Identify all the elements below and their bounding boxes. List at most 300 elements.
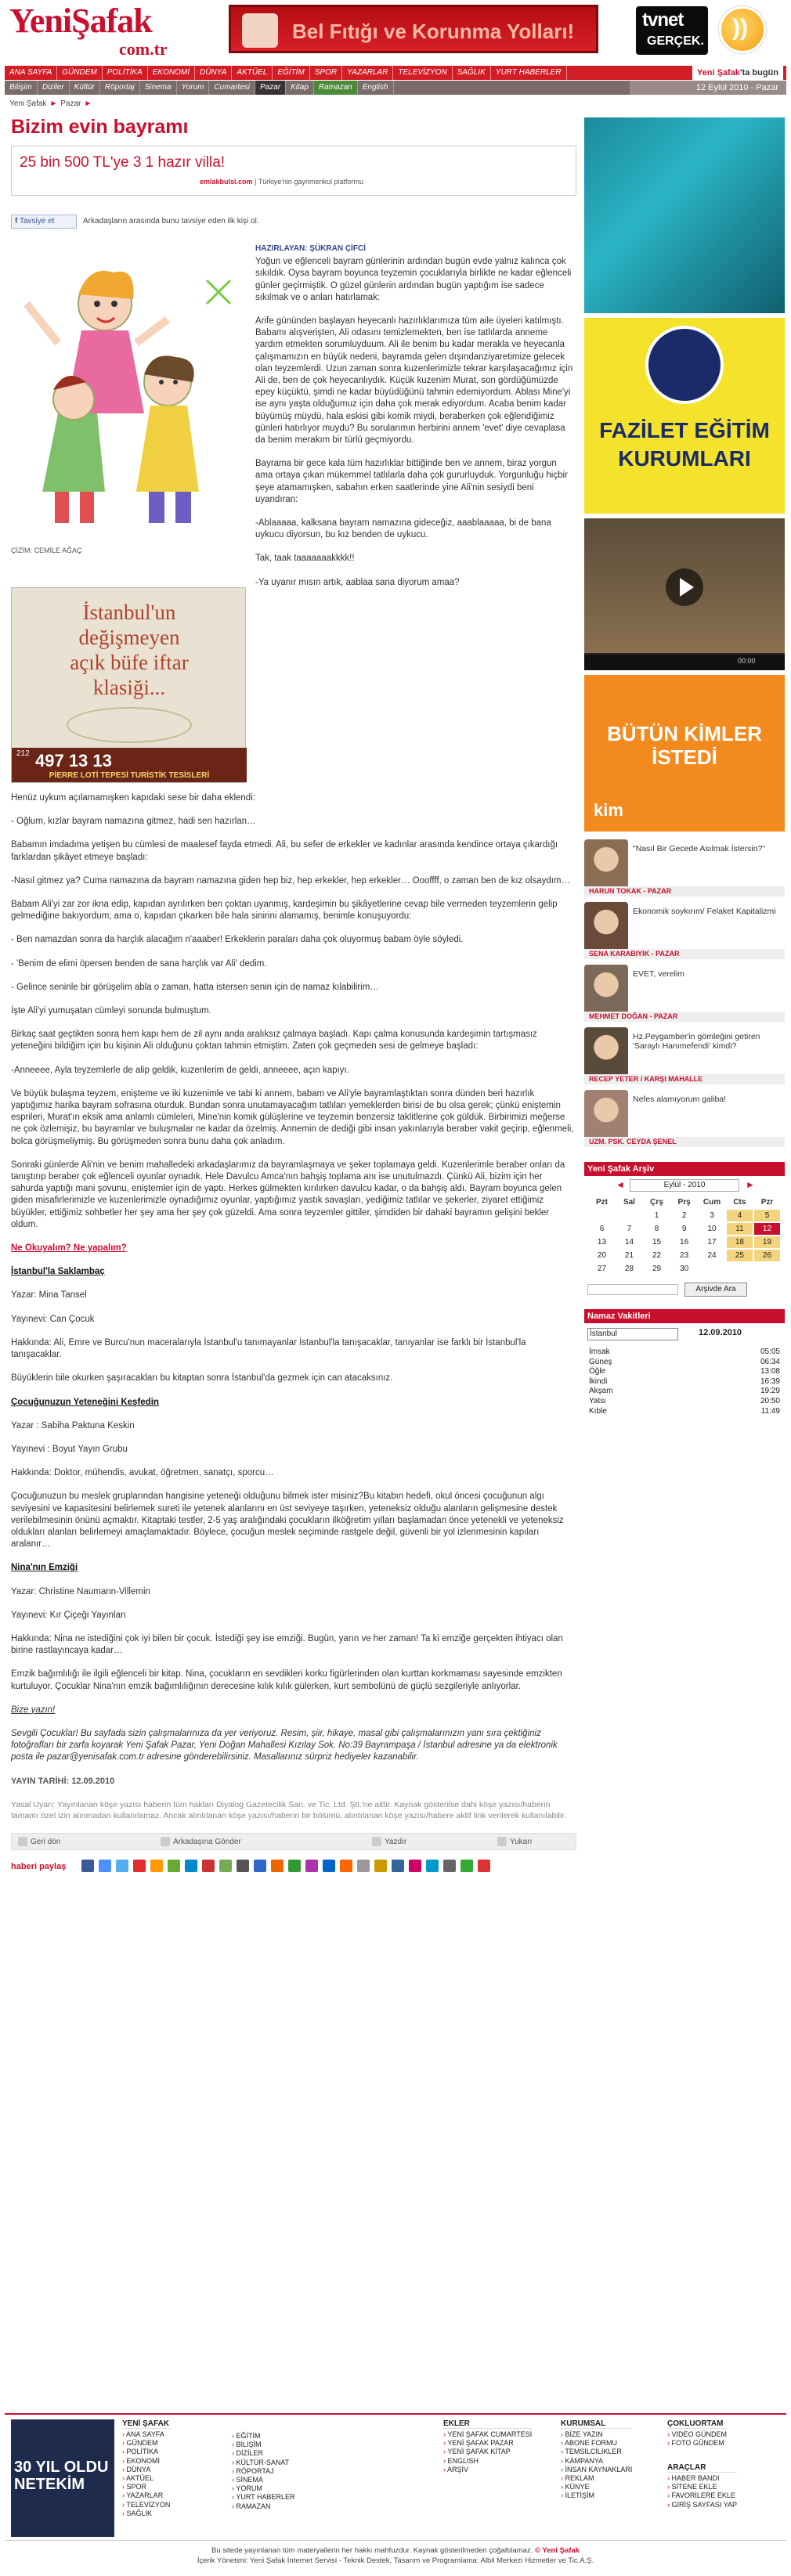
ist-ad-contact	[12, 748, 247, 782]
subnav-item[interactable]: Bilişim	[5, 81, 38, 95]
main-nav	[5, 66, 786, 80]
play-icon[interactable]	[666, 568, 703, 606]
prayer-name: Yatsı	[589, 1396, 607, 1405]
calendar-day[interactable]: 17	[707, 1238, 717, 1247]
calendar-day[interactable]: 30	[680, 1265, 689, 1273]
footer-col-media	[667, 2419, 727, 2448]
calendar-day[interactable]: 23	[680, 1251, 689, 1260]
article-paragraph: -Ya uyanır mısın artık, aablaa sana diyorum amaa?	[255, 577, 460, 587]
prayer-row	[589, 1348, 780, 1357]
social-share-bar	[11, 1855, 576, 1878]
calendar-day[interactable]: 25	[727, 1250, 753, 1261]
prayer-time: 19:29	[760, 1387, 780, 1396]
calendar-day[interactable]: 22	[652, 1251, 662, 1260]
calendar-day	[727, 1263, 753, 1275]
footer-newspaper-thumb[interactable]	[11, 2419, 114, 2537]
footer-link[interactable]: › ABONE FORMU	[561, 2439, 632, 2448]
book-author: Yazar : Sabiha Paktuna Keskin	[11, 1420, 135, 1431]
footer-link[interactable]: › REKLAM	[561, 2474, 632, 2483]
article-paragraph: İşte Ali'yi yumuşatan cümleyi sonunda bulmuştum.	[11, 1006, 211, 1016]
social-icon[interactable]	[254, 1860, 266, 1872]
today-brand: Yeni Şafak	[696, 68, 740, 78]
footer-link[interactable]: › FAVORİLERE EKLE	[667, 2491, 737, 2500]
tvnet-slogan: GERÇEK.	[647, 34, 704, 48]
article-paragraph: Sonraki günlerde Ali'nin ve benim mahalledeki arkadaşlarımız da bayramlaşmaya ve şeker toplamaya geldi. Kuzenlerimle beraber onları da tanıştırıp beraber çok eğlenceli oyunlar oynadık. Hele Davulcu Amca'nın bahşiş toplama anı ise unutulmazdı. Çünkü Ali, bizim için her sahurda yaptığı mani şovunu, eniştemler için de yaptı. Herkes gülmekten kırılırken davulcu kadar, o da bahşiş aldı. Bayram boyunca gelen giden misafirlerimizle ve kuzenlerimizle oynadığımız oyunlar, yaptığımız yastık savaşları, yediğimiz tatlılar ve şekerler, ziyaret ettiğimiz büyükler, ettiğimiz sohbetler her şey ama her şey çok güzeldi. Ama sonra teyzemler gittiler, şimdiden bir dahaki bayramın gelişini bekler oldum.	[11, 1160, 565, 1229]
top-banner-ad[interactable]	[229, 5, 598, 53]
footer-link[interactable]: › AKTÜEL	[122, 2474, 170, 2483]
footer-link[interactable]: › EKONOMİ	[122, 2457, 170, 2466]
social-icon[interactable]	[202, 1860, 215, 1872]
footer-col-sections	[232, 2432, 295, 2511]
ist-ad-line3: açık büfe iftar	[70, 651, 189, 674]
nav-item[interactable]: YURT HABERLER	[491, 66, 567, 80]
article-paragraph: Ve büyük bulaşma teyzem, enişteme ve iki kuzenimle ve tabi ki annem, babam ve Ali'yle bayramlaştıktan sonra dünden beri hazırlık yaptığımız harika bayram sofrasına oturduk. Bundan sonra unutamayacağım tatlıları yemeklerden birisi de bu olsa gerek; çünkü eniştemin esprileri, Murat'ın eksik ama anlamlı cümleleri, Mine'nin komik gülüşlerine ve teyzemin benzersiz taklitlerine çok güldük. Birbirimizi meğerse ne çok özlemişiz, bu bayramlar ve buluşmalar ne kadar da özelmiş. Annemin de dediği gibi insan yakınlarıyla beraber vakit geçirip, eğlenmeli, bolca görüşmeliymiş. Bu görüşmeden sonra bunu daha çok anladım.	[11, 1088, 574, 1146]
current-date: 12 Eylül 2010 - Pazar	[630, 81, 786, 95]
article-toolbar	[11, 1833, 576, 1850]
calendar-day[interactable]: 3	[710, 1211, 714, 1220]
calendar-day[interactable]: 24	[707, 1251, 717, 1260]
calendar-day[interactable]: 13	[597, 1238, 607, 1247]
footer-thumb-headline: 30 YIL OLDU NETEKİM	[14, 2459, 109, 2493]
footer	[5, 2413, 786, 2538]
publish-date: YAYIN TARİHİ: 12.09.2010	[11, 1776, 115, 1786]
calendar-day[interactable]: 20	[597, 1251, 607, 1260]
prayer-times	[584, 1309, 785, 1419]
book-about: Hakkında: Nina ne istediğini çok iyi bilen bir çocuk. İstediği şey ise emziği. Bugün, yarın ve her zaman! Ta ki emziğe gerçekten ihtiyacı olan birine rastlayıncaya kadar…	[11, 1633, 563, 1656]
calendar-day[interactable]: 8	[654, 1225, 659, 1233]
calendar-day-header: Cum	[703, 1198, 721, 1207]
columnist-row[interactable]	[584, 1027, 785, 1084]
prayer-time: 16:39	[760, 1376, 780, 1386]
toolbar-print-button[interactable]	[372, 1836, 406, 1848]
calendar-day-header: Sal	[623, 1198, 635, 1207]
footer-link[interactable]: › RAMAZAN	[232, 2502, 295, 2511]
prayer-table	[587, 1347, 782, 1417]
nav-item[interactable]: DÜNYA	[195, 66, 232, 80]
article-paragraph: - Gelince seninle bir görüşelim abla o zaman, hatta istersen senin için de namaz kılabilirim…	[11, 982, 379, 992]
article-illustration	[11, 257, 243, 532]
up-icon	[497, 1837, 507, 1846]
social-icon[interactable]	[392, 1860, 404, 1872]
breadcrumb-home[interactable]: Yeni Şafak	[9, 99, 47, 108]
footer-col-ekler	[443, 2419, 532, 2474]
calendar-day[interactable]: 11	[727, 1223, 753, 1235]
prayer-row	[589, 1378, 780, 1387]
columnist-row[interactable]	[584, 839, 785, 896]
fazilet-ad[interactable]	[584, 318, 785, 514]
article-paragraph: -Ablaaaaa, kalksana bayram namazına gideceğiz, aaablaaaaa, bi de bana uykucu diyorsun, bu kız benden de uykucu.	[255, 518, 551, 540]
footer-col-yenisafak	[122, 2419, 170, 2518]
footer-col4-title: KURUMSAL	[561, 2419, 632, 2429]
archive-calendar	[584, 1162, 785, 1301]
social-icon[interactable]	[271, 1860, 284, 1872]
footer-link[interactable]: › DİZİLER	[232, 2449, 295, 2458]
footer-link[interactable]: › TELEVİZYON	[122, 2501, 170, 2509]
columnist-headline[interactable]: EVET, verelim	[633, 969, 684, 979]
rss-icon[interactable]: ))	[719, 6, 766, 53]
bize-yazin-text: Sevgili Çocuklar! Bu sayfada sizin çalışmalarınıza da yer veriyoruz. Resim, şiir, hikaye, masal gibi çalışmalarınızın yanı sıra çektiğiniz fotoğrafları bir zarfa koyarak Yeni Şafak Pazar, Yeni Doğan Mahallesi Kızılay Sok. No:39 Bayrampaşa / İstanbul adresine ya da elektronik posta ile pazar@yenisafak.com.tr adresine gönderebilirsiniz. Masallarınız sürpriz hediyeler kazanabilir.	[11, 1728, 558, 1762]
footer-link[interactable]: › ARŞİV	[443, 2466, 532, 2474]
villa-ad[interactable]	[11, 146, 576, 196]
city-select[interactable]: İstanbul	[587, 1328, 678, 1340]
prayer-time: 05:05	[760, 1348, 780, 1356]
footer-link[interactable]: › İNSAN KAYNAKLARI	[561, 2466, 632, 2474]
nav-item[interactable]: AKTÜEL	[232, 66, 273, 80]
columnist-avatar	[584, 902, 628, 952]
columnist-avatar	[584, 1090, 628, 1140]
footer-link[interactable]: › YORUM	[232, 2484, 295, 2493]
footer-link[interactable]: › SİNEMA	[232, 2476, 295, 2484]
footer-link[interactable]: › KÜNYE	[561, 2483, 632, 2491]
book-section-title: Nina'nın Emziği	[11, 1563, 78, 1573]
fazilet-ad-title1: FAZİLET EĞİTİM	[599, 418, 770, 442]
footer-link[interactable]: › GÜNDEM	[122, 2439, 170, 2448]
facebook-share-text: Arkadaşların arasında bunu tavsiye eden ilk kişi ol.	[83, 217, 259, 225]
calendar-day[interactable]: 9	[681, 1225, 687, 1233]
mail-icon	[161, 1837, 170, 1846]
calendar-day	[754, 1263, 780, 1275]
calendar-day[interactable]: 26	[754, 1250, 780, 1261]
footer-link[interactable]: › BİZE YAZIN	[561, 2430, 632, 2439]
social-icon[interactable]	[219, 1860, 232, 1872]
subnav-item[interactable]: Pazar	[255, 81, 286, 95]
footer-col3-title: EKLER	[443, 2419, 532, 2429]
toolbar-label: Yazdır	[385, 1837, 407, 1846]
calendar-day[interactable]: 6	[599, 1225, 605, 1233]
toolbar-send-button[interactable]	[161, 1836, 241, 1848]
footer-link[interactable]: › VİDEO GÜNDEM	[667, 2430, 727, 2439]
article-paragraph: -Nasıl gitmez ya? Cuma namazına da bayram namazına giden hep biz, hep erkekler, hep erkekler… Oooffff, o zaman ben de kız olsaydım…	[11, 875, 571, 886]
columnist-avatar	[584, 1027, 628, 1077]
archive-search-button[interactable]: Arşivde Ara	[684, 1283, 747, 1297]
footer-link[interactable]: › İLETİŞİM	[561, 2491, 632, 2500]
social-icon[interactable]	[168, 1860, 180, 1872]
subnav-item[interactable]: Kitap	[286, 81, 314, 95]
calendar-day[interactable]: 7	[627, 1225, 632, 1233]
video-player[interactable]	[584, 518, 785, 670]
columnist-headline[interactable]: "Nasıl Bir Gecede Asılmak İstersin?"	[633, 844, 766, 853]
today-link[interactable]	[692, 66, 783, 80]
dish-icon	[67, 707, 192, 743]
calendar-day[interactable]: 16	[680, 1238, 689, 1247]
calendar-day[interactable]: 1	[654, 1211, 659, 1220]
tvnet-name: tvnet	[642, 9, 684, 31]
book-extra: Çocuğunuzun bu meslek gruplarından hangisine yeteneği olduğunu bilmek ister misiniz?Bu kitabın hedefi, okul öncesi çocuğunun algı seviyesini ve kapasitesini belirlemek sureti ile yetenek alanlarını en üst seviyeye taşırken, yeteneksiz olduğu alanların gelişmesine destek verilebilmesinin önünü açmaktır. Kitaptaki testler, 2-5 yaş aralığındaki çocukların ilköğretim yılları başlamadan önce yetenekli ve yeteneksiz oldukları alanları belirlemeyi amaçlamaktadır. Böylece, çocuğun meslek seçiminde rastgele değil, güvenli bir yol izlenmesinin kapıları aralanır…	[11, 1492, 564, 1550]
footer-col1-title: YENİ ŞAFAK	[122, 2419, 170, 2428]
article-paragraph: Babam Ali'yi zar zor ikna edip, kapıdan ayrılırken ben çoktan uyanmış, kardeşimin bu şikâyetlerine cevap bile vermeden teyzemlerin gelip gelmediğine bakıyordum; ama o, kapıdan çıkarken bile hala sinirini alamamış, benimle konuşuyordu:	[11, 900, 558, 922]
banner-text: Bel Fıtığı ve Korunma Yolları!	[292, 20, 575, 43]
calendar-day[interactable]: 2	[681, 1211, 687, 1220]
logo-text: YeniŞafak	[9, 2, 152, 40]
logo-domain: com.tr	[119, 39, 168, 59]
columnist-row[interactable]	[584, 902, 785, 958]
toolbar-label: Yukarı	[510, 1837, 533, 1846]
footer-link[interactable]: › RÖPORTAJ	[232, 2467, 295, 2476]
illustration-caption: ÇİZİM: CEMİLE AĞAÇ	[11, 547, 82, 554]
footer-link[interactable]: › YENİ ŞAFAK CUMARTESİ	[443, 2430, 532, 2439]
ist-ad-sub: PİERRE LOTİ TEPESİ TURİSTİK TESİSLERİ	[49, 771, 210, 780]
article-body	[11, 792, 576, 1878]
calendar-grid	[587, 1195, 782, 1276]
columnist-row[interactable]	[584, 965, 785, 1021]
month-select[interactable]: Eylül - 2010	[630, 1179, 739, 1192]
footer-link[interactable]: › POLİTİKA	[122, 2448, 170, 2456]
sub-nav	[5, 81, 786, 95]
header	[5, 0, 786, 61]
columnist-headline[interactable]: Hz.Peygamber'in gömleğini getiren 'Saraylı Hanımefendi' kimdi?	[633, 1032, 760, 1051]
calendar-day[interactable]: 5	[754, 1210, 780, 1221]
toolbar-up-button[interactable]	[497, 1836, 532, 1848]
social-icon[interactable]	[478, 1860, 490, 1872]
prayer-name: Öğle	[589, 1367, 606, 1376]
article-paragraph: Arife gününden başlayan heyecanlı hazırlıklarımıza tüm aile üyeleri katılmıştı. Babamı alışverişten, Ali odasını temizlemekten, ben ise tatlılarda anneme yardım etmekten sorumluyduum. Ali ile benim bu kadar merakla ve heyecanla çalışmamızın en büyük nedeni, bayramda gelen dışındanziyaretimize gelecek olan teyzemlerdi. Uzun zaman sonra kuzenlerimizle tekrar karşılaşacağımız için Ali de, ben de çok heyecanlıydık. Küçük kuzenim Murat, son gördüğümüzde epey küçüktü, şimdi ne kadar büyüdüğünü tahmin edemiyordum. Ablası Mine'yi ise aynı yaşta olduğumuz için daha çok merak ediyordum. Acaba benim kadar büyümüş müydü, hala eskisi gibi komik miydi, beraberken çok eğlendiğimiz günleri hatırlıyor muydu? Bu sorularımın herbirini annem 'evet' diye cevaplasa da benim merakım bir türlü geçmiyordu.	[255, 316, 573, 446]
social-icon[interactable]	[237, 1860, 249, 1872]
book-publisher: Yayınevi: Can Çocuk	[11, 1314, 95, 1324]
book-author: Yazar: Mina Tansel	[11, 1290, 87, 1301]
breadcrumb: Yeni Şafak ► Pazar ►	[9, 99, 92, 108]
nav-item[interactable]: SAĞLIK	[453, 66, 491, 80]
prayer-row	[589, 1408, 780, 1416]
calendar-day-header: Pzt	[595, 1198, 608, 1207]
calendar-day[interactable]: 28	[624, 1265, 634, 1273]
subnav-item[interactable]: Diziler	[38, 81, 70, 95]
columnist-name: UZM. PSK. CEYDA ŞENEL	[584, 1137, 785, 1147]
social-icon[interactable]	[461, 1860, 473, 1872]
istanbul-iftar-ad[interactable]	[11, 587, 246, 783]
prayer-name: Kıble	[589, 1406, 607, 1416]
footer-link[interactable]: › BİLİŞİM	[232, 2441, 295, 2449]
book-publisher: Yayınevi : Boyut Yayın Grubu	[11, 1444, 128, 1454]
footer-link[interactable]: › GİRİŞ SAYFASI YAP	[667, 2501, 737, 2509]
toolbar-label: Geri dön	[31, 1837, 61, 1846]
toolbar-label: Arkadaşına Gönder	[173, 1837, 241, 1846]
ist-ad-line4: klasiği...	[92, 676, 166, 699]
calendar-day-header: Pzr	[760, 1198, 774, 1207]
book-about: Hakkında: Doktor, mühendis, avukat, öğretmen, sanatçı, sporcu…	[11, 1468, 274, 1478]
facebook-recommend-button[interactable]: f Tavsiye et	[11, 215, 77, 229]
calendar-day	[589, 1210, 615, 1221]
prayer-time: 13:08	[760, 1367, 780, 1376]
copyright-line1: Bu sitede yayınlanan tüm materyallerin her hakkı mahfuzdur. Kaynak gösterilmeden çoğaltılamaz. © Yeni Şafak	[211, 2546, 580, 2555]
book-extra: Büyüklerin bile okurken şaşıracakları bu kitaptan sonra İstanbul'da gezmek için can atacaksınız.	[11, 1373, 393, 1384]
columnist-name: SENA KARABIYIK - PAZAR	[584, 949, 785, 959]
article-paragraph: Babamın imdadıma yetişen bu cümlesi de maalesef fayda etmedi. Ali, bu sefer de erkekler ve kadınlar arasında kendince ortaya çıkardığı farklardan şikâyet etmeye başladı:	[11, 840, 558, 862]
footer-link[interactable]: › ENGLISH	[443, 2457, 532, 2466]
subnav-item[interactable]: Ramazan	[314, 81, 358, 95]
nav-item[interactable]: POLİTİKA	[103, 66, 148, 80]
prayer-name: İmsak	[589, 1348, 610, 1356]
nav-item[interactable]: ANA SAYFA	[5, 66, 57, 80]
calendar-day[interactable]: 29	[652, 1265, 662, 1273]
calendar-day	[699, 1263, 725, 1275]
nav-item[interactable]: GÜNDEM	[57, 66, 102, 80]
prayer-name: Güneş	[589, 1357, 612, 1366]
prayer-name: İkindi	[589, 1376, 608, 1386]
social-icon[interactable]	[409, 1860, 421, 1872]
footer-link[interactable]: › SİTENE EKLE	[667, 2483, 737, 2491]
columnist-headline[interactable]: Nefes alamıyorum galiba!	[633, 1095, 727, 1104]
prayer-row	[589, 1398, 780, 1406]
social-icon[interactable]	[305, 1860, 318, 1872]
social-icon[interactable]	[426, 1860, 439, 1872]
subnav-item[interactable]: Sinema	[140, 81, 177, 95]
kimler-ad-text: BÜTÜN KİMLER İSTEDİ	[607, 722, 762, 769]
prev-month-icon[interactable]: ◄	[616, 1179, 625, 1190]
footer-col-kurumsal	[561, 2419, 632, 2501]
article-byline: HAZIRLAYAN: ŞÜKRAN ÇİFCİ	[255, 244, 366, 253]
social-icon[interactable]	[443, 1860, 456, 1872]
today-suffix: 'ta bugün	[739, 68, 778, 78]
social-icon[interactable]	[323, 1860, 335, 1872]
ist-ad-line2: değişmeyen	[78, 626, 180, 649]
footer-col-tools	[667, 2463, 737, 2509]
subnav-item[interactable]: Yorum	[177, 81, 210, 95]
book-publisher: Yayınevi: Kır Çiçeği Yayınları	[11, 1610, 127, 1620]
toolbar-back-button[interactable]	[18, 1836, 60, 1848]
prayer-title: Namaz Vakitleri	[584, 1309, 785, 1323]
footer-link[interactable]: › ANA SAYFA	[122, 2430, 170, 2439]
social-icon[interactable]	[185, 1860, 197, 1872]
ne-okuyalim-link[interactable]: Ne Okuyalım? Ne yapalım?	[11, 1243, 127, 1254]
article-paragraph: Birkaç saat geçtikten sonra hem kapı hem de zil aynı anda aralıksız çalmaya başladı. Kapı çalma konusunda kardeşimin tartışmasız yeteneğini bildiğim için bu kişinin Ali olduğunu çoktan tahmin etmiştim. Zaten çok geçmeden sesi de gelmeye başladı:	[11, 1030, 537, 1052]
social-icon[interactable]	[340, 1860, 352, 1872]
social-icon[interactable]	[357, 1860, 370, 1872]
footer-link[interactable]: › KAMPANYA	[561, 2457, 632, 2466]
book-author: Yazar: Christine Naumann-Villemin	[11, 1586, 150, 1596]
spine-icon	[242, 13, 278, 48]
calendar-day-header: Prş	[677, 1198, 691, 1207]
footer-link[interactable]: › SAĞLIK	[122, 2509, 170, 2518]
columnist-name: RECEP YETER / KARŞI MAHALLE	[584, 1074, 785, 1084]
footer-link[interactable]: › SPOR	[122, 2483, 170, 2491]
columnist-name: MEHMET DOĞAN - PAZAR	[584, 1012, 785, 1022]
legal-notice: Yasal Uyarı: Yayınlanan köşe yazısı haberin tüm hakları Diyalog Gazetecilik San. ve Tic. Ltd. Şti.'ne aittir. Kaynak gösterilse dahi köşe yazısı/haberin tamamı özel izin alınmadan kullanılamaz. Ancak alıntılanan köşe yazısı/haberin bir bölümü, alıntılanan köşe yazısı/habere aktif link verilerek kullanılabilir.	[11, 1799, 567, 1820]
fazilet-ad-title2: KURUMLARI	[618, 446, 751, 471]
calendar-day[interactable]: 12	[754, 1223, 780, 1235]
prayer-time: 20:50	[760, 1396, 780, 1405]
bize-yazin-link[interactable]: Bize yazın!	[11, 1705, 56, 1715]
social-icon[interactable]	[99, 1860, 111, 1872]
social-icon[interactable]	[133, 1860, 146, 1872]
nav-item[interactable]: YAZARLAR	[342, 66, 393, 80]
footer-col6-title: ARAÇLAR	[667, 2463, 737, 2473]
footer-link[interactable]: › DÜNYA	[122, 2466, 170, 2474]
footer-link[interactable]: › FOTO GÜNDEM	[667, 2439, 727, 2448]
social-icon[interactable]	[116, 1860, 128, 1872]
book-section-title: Çocuğunuzun Yeteneğini Keşfedin	[11, 1397, 159, 1407]
fazilet-emblem-icon	[645, 326, 724, 404]
prayer-name: Akşam	[589, 1387, 613, 1396]
nav-item[interactable]: EKONOMİ	[148, 66, 195, 80]
columnist-avatar	[584, 839, 628, 889]
prayer-row	[589, 1368, 780, 1376]
article-paragraph: - Ben namazdan sonra da harçlık alacağım n'aaaber! Erkeklerin paraları daha çok oluyormuş babam öyle söyledi.	[11, 935, 464, 945]
kimler-ad-brand: kim	[594, 800, 623, 820]
columnist-headline[interactable]: Ekonomik soykırım/ Felaket Kapitalizmi	[633, 907, 776, 916]
footer-copyright	[5, 2540, 786, 2574]
next-month-icon[interactable]: ►	[746, 1179, 755, 1190]
columnist-row[interactable]	[584, 1090, 785, 1146]
article-paragraph: Henüz uykum açılamamışken kapıdaki sese bir daha eklendi:	[11, 793, 255, 803]
social-icon[interactable]	[81, 1860, 94, 1872]
subnav-item[interactable]: Röportaj	[100, 81, 140, 95]
subnav-item[interactable]: Cumartesi	[209, 81, 255, 95]
prayer-row	[589, 1387, 780, 1396]
print-icon	[372, 1837, 381, 1846]
footer-link[interactable]: › EĞİTİM	[232, 2432, 295, 2441]
prayer-time: 06:34	[760, 1357, 780, 1366]
breadcrumb-section[interactable]: Pazar	[60, 99, 81, 108]
nav-item[interactable]: SPOR	[310, 66, 342, 80]
ist-ad-phone: 497 13 13	[35, 751, 112, 770]
article-paragraph: Tak, taak taaaaaaakkkk!!	[255, 554, 355, 564]
villa-ad-sub: emlakbulsi.com | Türkiye'nin gayrimenkul platformu	[200, 178, 363, 186]
calendar-day[interactable]: 14	[624, 1238, 634, 1247]
article-paragraph: Bayrama bir gece kala tüm hazırlıklar bittiğinde ben ve annem, biraz yorgun ama ortaya çıkan mükemmel tatlılarla daha çok gururluyduk. Yorgunluğu hiçbir şeye atamamışken, sabahın erken saatlerinde yine Ali'nin sesiydi beni uyandıran:	[255, 459, 568, 504]
columnist-name: HARUN TOKAK - PAZAR	[584, 886, 785, 897]
video-time: 00:00	[738, 657, 756, 665]
article-paragraph: -Anneeee, Ayla teyzemlerle de alip geldik, kuzenlerim de geldi, anneeee, açın kapıyı.	[11, 1065, 349, 1075]
calendar-day[interactable]: 10	[707, 1225, 717, 1233]
archive-title: Yeni Şafak Arşiv	[584, 1162, 785, 1176]
subnav-item[interactable]: English	[358, 81, 394, 95]
footer-link[interactable]: › YENİ ŞAFAK PAZAR	[443, 2439, 532, 2448]
site-logo[interactable]	[9, 2, 213, 58]
book-section-title: İstanbul'la Saklambaç	[11, 1267, 105, 1277]
calendar-day[interactable]: 27	[597, 1265, 607, 1273]
calendar-day-header: Çrş	[650, 1198, 663, 1207]
footer-link[interactable]: › KÜLTÜR-SANAT	[232, 2459, 295, 2467]
calendar-day[interactable]: 21	[624, 1251, 634, 1260]
prayer-time: 11:49	[760, 1406, 780, 1416]
calendar-day[interactable]: 4	[727, 1210, 753, 1221]
social-icon[interactable]	[374, 1860, 387, 1872]
social-icon[interactable]	[288, 1860, 301, 1872]
archive-search-input[interactable]	[587, 1284, 678, 1295]
article-paragraph: - Oğlum, kızlar bayram namazına gitmez, hadi sen hazırlan…	[11, 817, 256, 827]
subnav-item[interactable]: Kültür	[70, 81, 100, 95]
ist-ad-prefix: 212	[16, 749, 30, 758]
footer-link[interactable]: › YENİ ŞAFAK KİTAP	[443, 2448, 532, 2456]
prayer-row	[589, 1358, 780, 1367]
sidebar-ad-1[interactable]	[584, 117, 785, 313]
footer-link[interactable]: › HABER BANDI	[667, 2474, 737, 2483]
calendar-day[interactable]: 15	[652, 1238, 662, 1247]
calendar-day[interactable]: 19	[754, 1236, 780, 1248]
footer-link[interactable]: › YURT HABERLER	[232, 2493, 295, 2502]
nav-item[interactable]: TELEVİZYON	[393, 66, 452, 80]
footer-col5-title: ÇOKLUORTAM	[667, 2419, 727, 2429]
social-share-label: haberi paylaş	[11, 1861, 67, 1871]
villa-ad-text: 25 bin 500 TL'ye 3 1 hazır villa!	[20, 154, 226, 171]
facebook-share	[11, 215, 581, 230]
calendar-day	[616, 1210, 642, 1221]
kimler-ad[interactable]	[584, 675, 785, 832]
footer-link[interactable]: › TEMSİLCİLİKLER	[561, 2448, 632, 2456]
ist-ad-line1: İstanbul'un	[82, 601, 176, 624]
calendar-day-header: Cts	[733, 1198, 746, 1207]
columnist-avatar	[584, 965, 628, 1015]
article-body-top	[255, 243, 575, 601]
tvnet-logo[interactable]	[636, 6, 708, 55]
page	[5, 0, 786, 2576]
footer-link[interactable]: › YAZARLAR	[122, 2491, 170, 2500]
social-icon[interactable]	[150, 1860, 163, 1872]
nav-item[interactable]: EĞİTİM	[273, 66, 309, 80]
calendar-day[interactable]: 18	[727, 1236, 753, 1248]
article-paragraph: - 'Benim de elimi öpersen benden de sana harçlık var Ali' dedim.	[11, 958, 267, 969]
book-about: Hakkında: Ali, Emre ve Burcu'nun maceralarıyla İstanbul'u tanımayanlar İstanbul'la tanışacaklar, tanıyanlar ise farklı bir İstanbul'la tanışacaklar.	[11, 1337, 526, 1360]
